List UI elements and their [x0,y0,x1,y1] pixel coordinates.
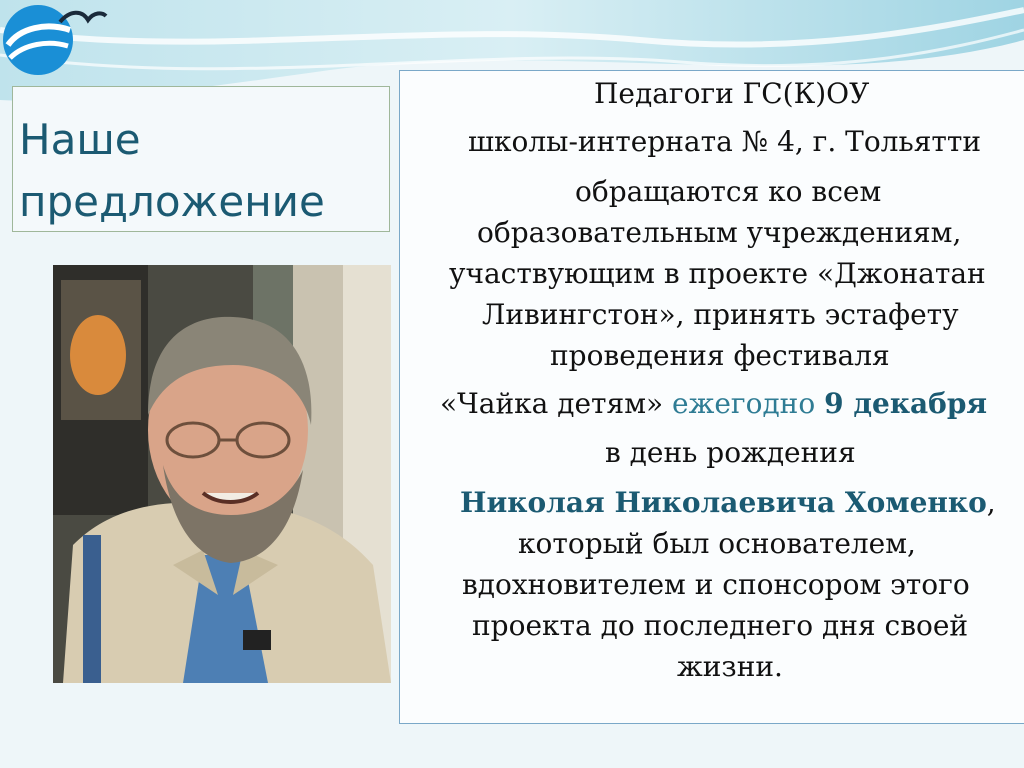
founder-name: Николая Николаевича Хоменко [460,486,987,519]
body-line-14: жизни. [677,650,783,683]
seagull-globe-logo-icon [0,0,110,85]
body-line-2: школы-интерната № 4, г. Тольятти [468,125,982,158]
body-line-1: Педагоги ГС(К)ОУ [594,77,870,110]
body-line-10 [460,486,996,519]
slide-title-line2: предложение [19,177,325,226]
body-line-5: участвующим в проекте «Джонатан [449,257,986,290]
festival-date: 9 декабря [824,387,988,420]
body-line-7: проведения фестиваля [550,339,890,372]
body-line-8 [440,387,987,420]
body-line-11: который был основателем, [518,527,916,560]
body-line-6: Ливингстон», принять эстафету [482,298,959,331]
slide-title-line1: Наше [19,115,141,164]
body-line-12: вдохновителем и спонсором этого [462,568,970,601]
founder-comma: , [986,486,996,519]
slide-title [19,109,325,233]
body-line-9: в день рождения [605,436,856,469]
body-line-13: проекта до последнего дня своей [472,609,969,642]
annual-label: ежегодно [672,387,816,420]
body-line-4: образовательным учреждениям, [477,216,962,249]
portrait-photo-icon [53,265,391,683]
portrait-photo [53,265,391,683]
slide-title-box [12,86,390,232]
body-line-3: обращаются ко всем [575,175,882,208]
content-text-box [399,70,1024,724]
festival-name: «Чайка детям» [440,387,664,420]
